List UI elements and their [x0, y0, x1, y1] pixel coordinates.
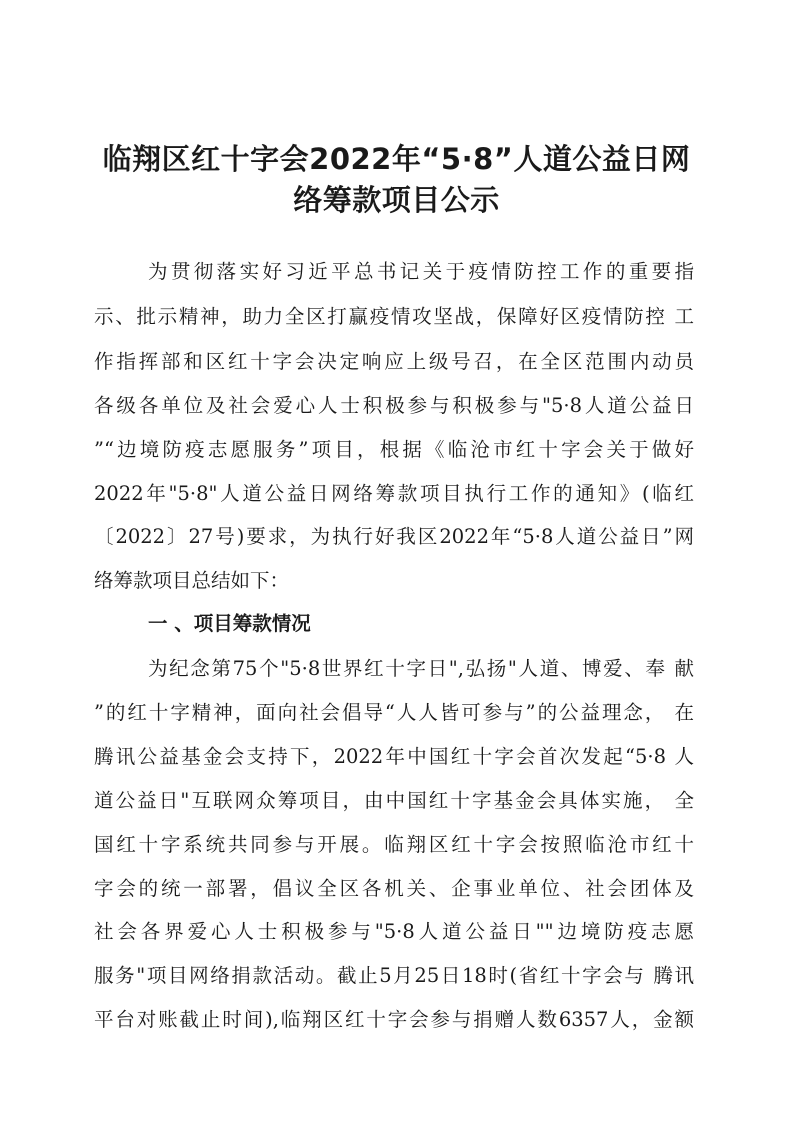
paragraph-2-line: ”的红十字精神，面向社会倡导“人人皆可参与”的公益理念， 在: [94, 702, 694, 724]
paragraph-2-line: 字会的统一部署，倡议全区各机关、企事业单位、社会团体及: [94, 878, 694, 900]
paragraph-1-line: 示、批示精神，助力全区打赢疫情攻坚战，保障好区疫情防控 工: [94, 306, 694, 328]
paragraph-2-line: 国红十字系统共同参与开展。临翔区红十字会按照临沧市红十: [94, 834, 694, 856]
paragraph-1-line: ”“边境防疫志愿服务”项目，根据《临沧市红十字会关于做好: [94, 439, 694, 461]
paragraph-1-line: 各级各单位及社会爱心人士积极参与积极参与"5·8人道公益日: [94, 395, 694, 417]
paragraph-1-line: 2022年"5·8"人道公益日网络筹款项目执行工作的通知》(临红: [94, 483, 694, 505]
paragraph-1-line: 作指挥部和区红十字会决定响应上级号召，在全区范围内动员: [94, 351, 694, 373]
paragraph-2-line: 道公益日"互联网众筹项目，由中国红十字基金会具体实施， 全: [94, 790, 694, 812]
section-1-heading: 一 、项目筹款情况: [148, 612, 311, 635]
paragraph-2-line: 为纪念第75个"5·8世界红十字日",弘扬"人道、博爱、奉 献: [148, 658, 694, 680]
paragraph-2-line: 服务"项目网络捐款活动。截止5月25日18时(省红十字会与 腾讯: [94, 965, 694, 987]
paragraph-1-line: 〔2022〕27号)要求，为执行好我区2022年“5·8人道公益日”网: [94, 526, 694, 548]
paragraph-1-line: 络筹款项目总结如下：: [94, 570, 290, 592]
paragraph-1-line: 为贯彻落实好习近平总书记关于疫情防控工作的重要指: [148, 261, 694, 283]
document-title-line-1: 临翔区红十字会2022年“5·8”人道公益日网: [102, 142, 691, 176]
paragraph-2-line: 平台对账截止时间),临翔区红十字会参与捐赠人数6357人，金额: [94, 1009, 694, 1031]
paragraph-2-line: 腾讯公益基金会支持下，2022年中国红十字会首次发起“5·8 人: [94, 746, 694, 768]
document-title-line-2: 络筹款项目公示: [293, 183, 500, 217]
paragraph-2-line: 社会各界爱心人士积极参与"5·8人道公益日""边境防疫志愿: [94, 921, 694, 943]
